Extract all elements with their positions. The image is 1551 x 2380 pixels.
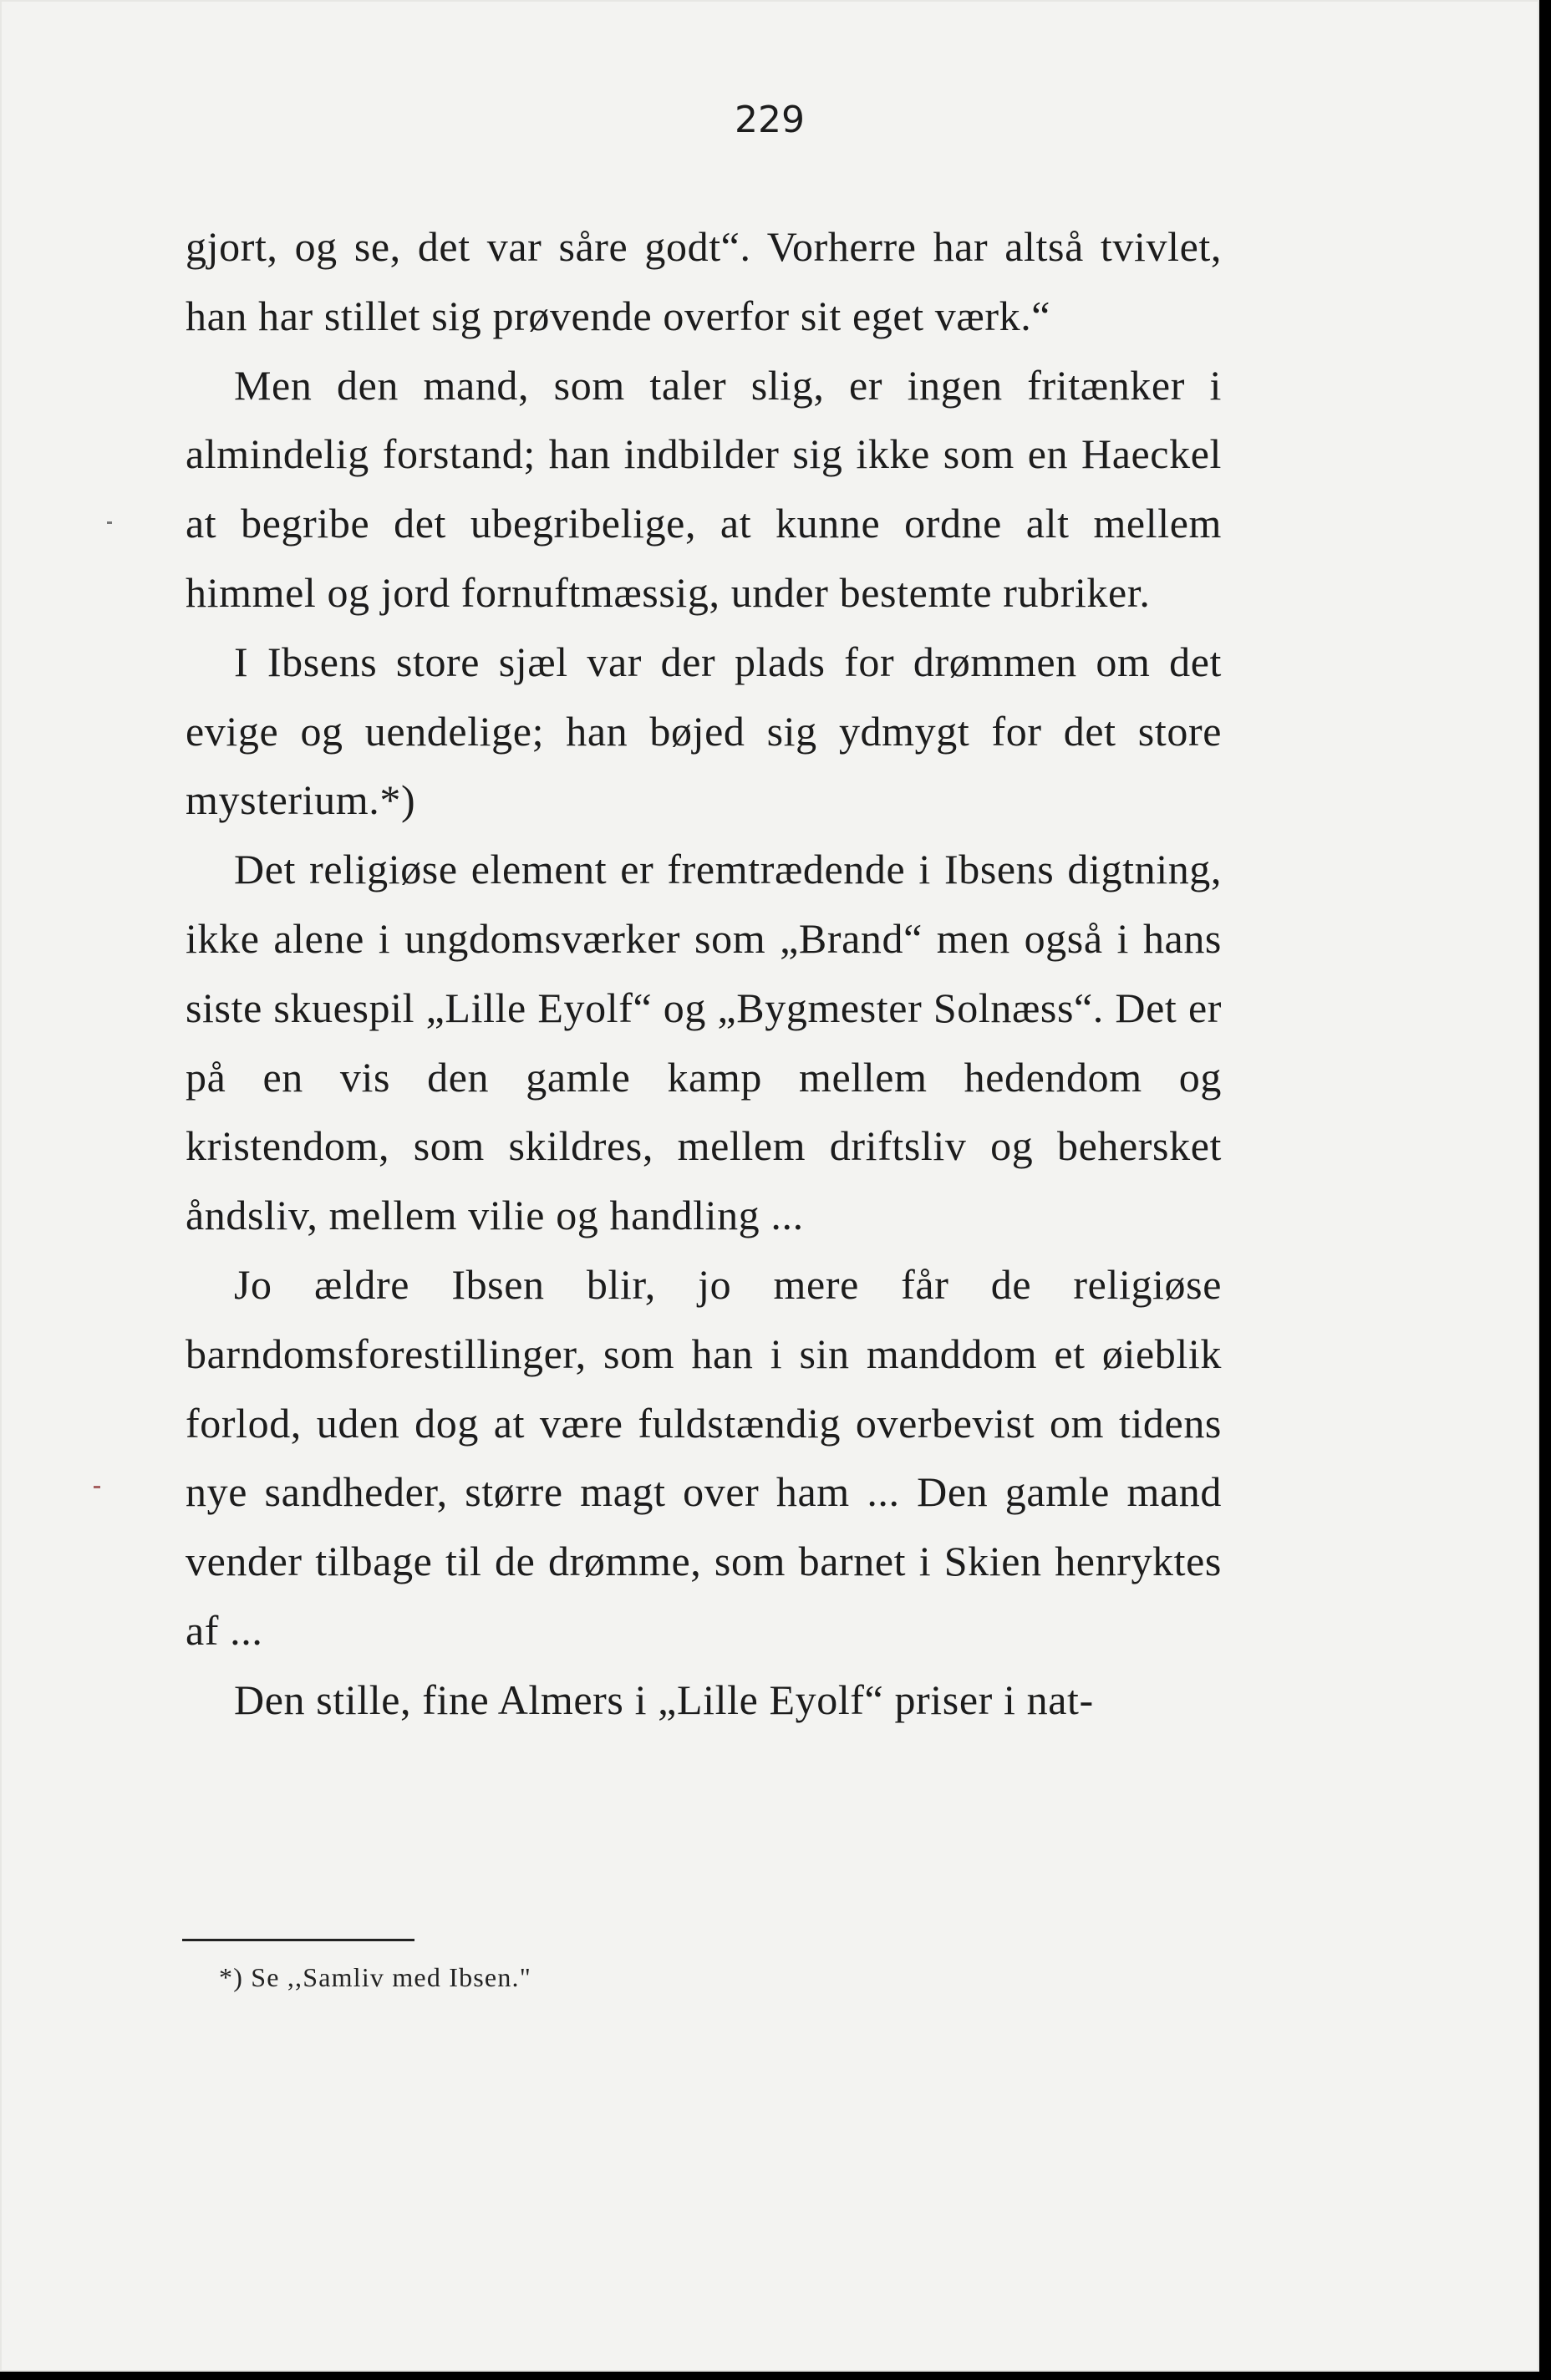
margin-speck [107,521,112,524]
paragraph-continued: gjort, og se, det var såre godt“. Vorherre har altså tvivlet, han har stillet sig prøvende overfor sit eget værk.“ [186,223,1222,339]
paragraph-freethinker: Men den mand, som taler slig, er ingen fritænker i almindelig forstand; han indbilder sig ikke som en Haeckel at begribe det ubegribelige, at kunne ordne alt mellem himmel og jord fornuftmæssig, under bestemte rubriker. [186,361,1222,616]
body-text [186,212,1222,1735]
paragraph-older-ibsen: Jo ældre Ibsen blir, jo mere får de religiøse barndomsforestillinger, som han i sin manddom et øieblik forlod, uden dog at være fuldstændig overbevist om tidens nye sandheder, større magt over ham ... Den gamle mand vender tilbage til de drømme, som barnet i Skien henryktes af ... [186,1260,1222,1654]
footnote: *) Se ,,Samliv med Ibsen." [219,1962,531,1992]
paragraph-almers: Den stille, fine Almers i „Lille Eyolf“ priser i nat- [234,1676,1094,1723]
footnote-divider [182,1939,414,1941]
page-number: 229 [735,99,805,141]
paragraph-religious-element: Det religiøse element er fremtrædende i Ibsens digtning, ikke alene i ungdomsværker som „Brand“ men også i hans siste skuespil „Lille Eyolf“ og „Bygmester Solnæss“. Det er på en vis den gamle kamp mellem hedendom og kristendom, som skildres, mellem driftsliv og behersket åndsliv, mellem vilie og handling ... [186,846,1222,1239]
paragraph-great-soul: I Ibsens store sjæl var der plads for drømmen om det evige og uendelige; han bøjed sig ydmygt for det store mysterium.*) [186,638,1222,824]
margin-speck [94,1486,100,1488]
